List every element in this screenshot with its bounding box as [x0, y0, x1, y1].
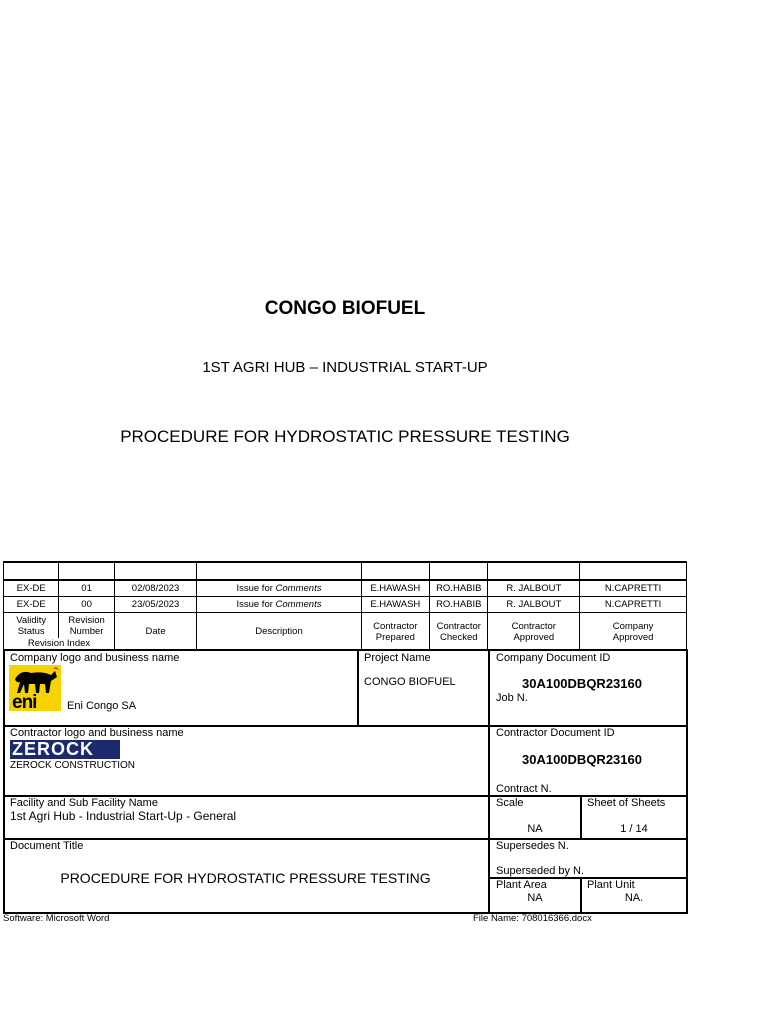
date-cell: 02/08/2023 [114, 580, 197, 597]
company-approved-cell: N.CAPRETTI [580, 597, 687, 613]
revision-index-label: Revision Index [3, 638, 115, 649]
contractor-doc-id: 30A100DBQR23160 [522, 752, 642, 767]
plant-unit-label: Plant Unit [587, 879, 635, 891]
header-line: Checked [440, 631, 478, 643]
zerock-logo: ZEROCK [10, 740, 120, 759]
header-line: Approved [513, 631, 555, 643]
scale-label: Scale [496, 797, 524, 809]
plant-area-value: NA [527, 892, 543, 904]
description-prefix: Issue for [236, 599, 276, 610]
project-name-label: Project Name [364, 652, 431, 664]
sheet-value: 1 / 14 [620, 823, 648, 835]
prepared-cell: E.HAWASH [361, 597, 430, 613]
supersedes-label: Supersedes N. [496, 840, 569, 852]
header-line: Company [612, 620, 654, 632]
checked-cell: RO.HABIB [430, 580, 488, 597]
header-line: Number [69, 626, 104, 637]
company-doc-id-label: Company Document ID [496, 652, 611, 664]
checked-cell: RO.HABIB [430, 597, 488, 613]
contractor-logo-label: Contractor logo and business name [10, 727, 184, 739]
header-line: Status [17, 626, 45, 637]
footer-file-name: File Name: 708016366.docx [473, 913, 592, 924]
validity-cell: EX-DE [4, 597, 59, 613]
facility-label: Facility and Sub Facility Name [10, 797, 158, 809]
contractor-name: ZEROCK CONSTRUCTION [10, 760, 135, 771]
plant-area-label: Plant Area [496, 879, 547, 891]
prepared-cell: E.HAWASH [361, 580, 430, 597]
header-line: Approved [612, 631, 654, 643]
eni-logo [9, 665, 61, 711]
sheet-label: Sheet of Sheets [587, 797, 666, 809]
superseded-by-label: Superseded by N. [496, 865, 585, 877]
company-logo-label: Company logo and business name [10, 652, 180, 664]
contract-number-label: Contract N. [496, 783, 552, 795]
company-name: Eni Congo SA [67, 700, 137, 712]
document-procedure-title: PROCEDURE FOR HYDROSTATIC PRESSURE TESTING [120, 427, 570, 446]
date-header: Date [114, 613, 197, 651]
header-line: Revision [68, 615, 105, 626]
approved-header [488, 613, 580, 651]
header-line: Contractor [436, 620, 481, 632]
company-approved-header [580, 613, 687, 651]
description-prefix: Issue for [236, 583, 276, 594]
revision-row [4, 580, 687, 597]
facility-name: 1st Agri Hub - Industrial Start-Up - General [10, 809, 237, 823]
approved-cell: R. JALBOUT [488, 580, 580, 597]
description-cell [197, 597, 361, 613]
project-name: CONGO BIOFUEL [364, 676, 456, 688]
eni-logo-text: eni [12, 692, 37, 713]
divider [357, 649, 359, 727]
prepared-header [361, 613, 430, 651]
checked-header [430, 613, 488, 651]
header-line: Prepared [375, 631, 415, 643]
company-doc-id: 30A100DBQR23160 [522, 676, 642, 691]
scale-value: NA [527, 823, 543, 835]
job-number-label: Job N. [496, 692, 528, 704]
divider [488, 649, 490, 914]
document-title-label: Document Title [10, 840, 84, 852]
revision-row [4, 597, 687, 613]
description-cell [197, 580, 361, 597]
validity-cell: EX-DE [4, 580, 59, 597]
approved-cell: R. JALBOUT [488, 597, 580, 613]
divider [3, 838, 688, 840]
footer-software: Software: Microsoft Word [3, 913, 110, 924]
header-line: Contractor [511, 620, 556, 632]
contractor-doc-id-label: Contractor Document ID [496, 727, 615, 739]
company-approved-cell: N.CAPRETTI [580, 580, 687, 597]
document-main-title: CONGO BIOFUEL [264, 298, 426, 319]
description-header: Description [197, 613, 361, 651]
description-italic: Comments [275, 599, 322, 610]
header-line: Contractor [373, 620, 418, 632]
plant-unit-value: NA. [624, 892, 644, 904]
document-title-value: PROCEDURE FOR HYDROSTATIC PRESSURE TESTING [60, 870, 431, 886]
revision-blank-row [4, 562, 687, 580]
header-line: Validity [16, 615, 47, 626]
description-italic: Comments [275, 583, 322, 594]
document-subtitle: 1ST AGRI HUB – INDUSTRIAL START-UP [202, 359, 488, 376]
six-legged-dog-icon [9, 665, 61, 695]
revision-cell: 00 [59, 597, 114, 613]
revision-cell: 01 [59, 580, 114, 597]
date-cell: 23/05/2023 [114, 597, 197, 613]
